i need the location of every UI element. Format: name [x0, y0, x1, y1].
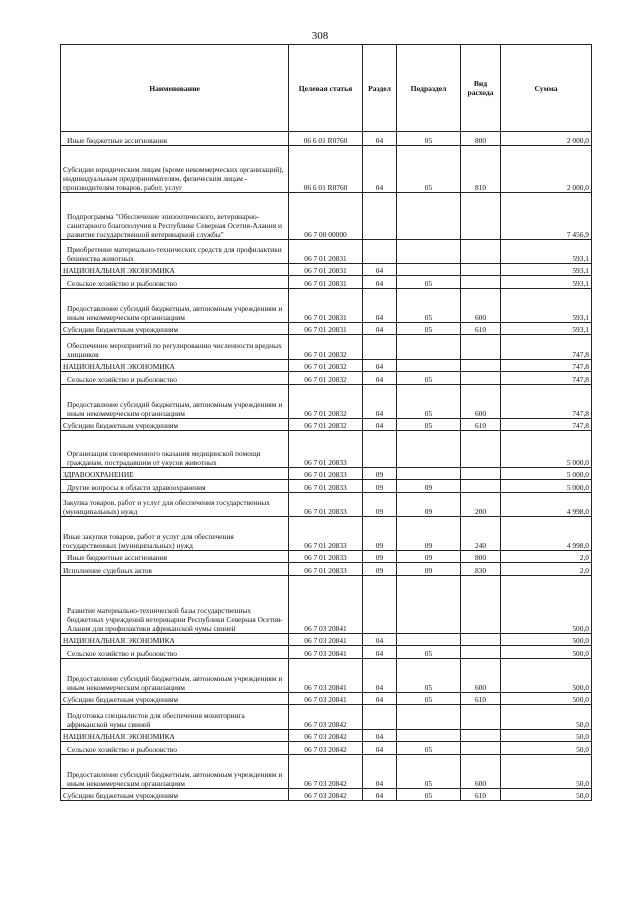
cell-name: ЗДРАВООХРАНЕНИЕ [61, 468, 289, 480]
cell-section: 04 [363, 289, 397, 323]
cell-subsection: 09 [397, 480, 461, 493]
table-row [61, 493, 592, 517]
cell-subsection [397, 193, 461, 240]
table-row [61, 480, 592, 493]
table-row [61, 755, 592, 789]
table-row [61, 468, 592, 480]
cell-section: 04 [363, 276, 397, 289]
table-row [61, 431, 592, 468]
cell-expense-type: 830 [461, 563, 501, 576]
cell-code: 06 7 03 20842 [289, 705, 363, 730]
cell-expense-type [461, 360, 501, 372]
cell-name: Сельское хозяйство и рыболовство [61, 646, 289, 659]
cell-section: 04 [363, 789, 397, 801]
cell-code: 06 6 01 R0760 [289, 146, 363, 193]
cell-name: Другие вопросы в области здравоохранения [61, 480, 289, 493]
cell-expense-type [461, 468, 501, 480]
cell-section: 04 [363, 146, 397, 193]
cell-expense-type [461, 372, 501, 385]
cell-name: Сельское хозяйство и рыболовство [61, 372, 289, 385]
cell-sum: 50,0 [501, 789, 592, 801]
header-sum: Сумма [501, 45, 592, 132]
cell-name: Предоставление субсидий бюджетным, автономным учреждениям и иным некоммерческим организациям [61, 289, 289, 323]
cell-code: 06 7 03 20842 [289, 789, 363, 801]
table-row [61, 193, 592, 240]
cell-sum: 2,0 [501, 551, 592, 563]
cell-expense-type: 600 [461, 755, 501, 789]
table-row [61, 693, 592, 705]
cell-sum: 50,0 [501, 730, 592, 742]
cell-subsection: 05 [397, 385, 461, 419]
table-row [61, 634, 592, 646]
cell-subsection [397, 730, 461, 742]
cell-code: 06 7 01 20833 [289, 551, 363, 563]
cell-subsection [397, 360, 461, 372]
cell-name: Иные закупки товаров, работ и услуг для обеспечения государственных (муниципальных) нужд [61, 517, 289, 551]
cell-code: 06 7 01 20832 [289, 360, 363, 372]
table-row [61, 276, 592, 289]
cell-section [363, 431, 397, 468]
cell-subsection [397, 264, 461, 276]
table-row [61, 551, 592, 563]
cell-section: 09 [363, 563, 397, 576]
cell-expense-type [461, 431, 501, 468]
cell-expense-type: 610 [461, 419, 501, 431]
cell-section: 04 [363, 419, 397, 431]
cell-expense-type [461, 193, 501, 240]
table-row [61, 264, 592, 276]
cell-sum: 593,1 [501, 240, 592, 264]
cell-subsection: 09 [397, 563, 461, 576]
cell-subsection: 09 [397, 551, 461, 563]
table-row [61, 646, 592, 659]
cell-code: 06 7 01 20832 [289, 419, 363, 431]
cell-sum: 4 998,0 [501, 517, 592, 551]
cell-expense-type [461, 264, 501, 276]
cell-subsection: 05 [397, 755, 461, 789]
cell-subsection: 09 [397, 493, 461, 517]
cell-code: 06 7 03 20842 [289, 755, 363, 789]
cell-section [363, 193, 397, 240]
cell-code: 06 7 01 20833 [289, 563, 363, 576]
table-row [61, 289, 592, 323]
cell-subsection: 05 [397, 146, 461, 193]
cell-code: 06 7 01 20833 [289, 517, 363, 551]
cell-section [363, 335, 397, 360]
header-section: Раздел [363, 45, 397, 132]
table-header-row [61, 45, 592, 132]
cell-sum: 747,8 [501, 372, 592, 385]
cell-expense-type [461, 730, 501, 742]
cell-expense-type: 810 [461, 146, 501, 193]
cell-sum: 593,1 [501, 264, 592, 276]
table-row [61, 146, 592, 193]
cell-sum: 593,1 [501, 276, 592, 289]
cell-section: 04 [363, 730, 397, 742]
cell-section: 04 [363, 659, 397, 693]
cell-sum: 500,0 [501, 634, 592, 646]
table-row [61, 240, 592, 264]
cell-sum: 5 000,0 [501, 480, 592, 493]
cell-section: 09 [363, 517, 397, 551]
cell-code: 06 7 01 20832 [289, 385, 363, 419]
cell-section: 04 [363, 323, 397, 335]
cell-name: НАЦИОНАЛЬНАЯ ЭКОНОМИКА [61, 730, 289, 742]
table-row [61, 789, 592, 801]
cell-expense-type: 600 [461, 289, 501, 323]
cell-code: 06 7 01 20831 [289, 240, 363, 264]
cell-name: Организация своевременного оказания медицинской помощи гражданам, пострадавшим от укусов животных [61, 431, 289, 468]
cell-subsection: 05 [397, 659, 461, 693]
table-row [61, 323, 592, 335]
cell-expense-type: 800 [461, 551, 501, 563]
cell-sum: 50,0 [501, 755, 592, 789]
table-row [61, 659, 592, 693]
cell-section: 04 [363, 385, 397, 419]
cell-sum: 2 000,0 [501, 132, 592, 146]
cell-name: Подпрограмма "Обеспечение эпизоотического, ветеринарно-санитарного благополучия в Республике Северная Осетия-Алания и развитие государственной ветеринарной службы" [61, 193, 289, 240]
cell-expense-type [461, 240, 501, 264]
header-subsection: Подраздел [397, 45, 461, 132]
cell-sum: 7 456,9 [501, 193, 592, 240]
cell-code: 06 7 01 20832 [289, 372, 363, 385]
cell-name: Субсидии юридическим лицам (кроме некоммерческих организаций), индивидуальным предпринимателям, физическим лицам - производителям товаров, работ, услуг [61, 146, 289, 193]
cell-subsection: 05 [397, 132, 461, 146]
cell-sum: 50,0 [501, 742, 592, 755]
cell-section: 09 [363, 551, 397, 563]
cell-code: 06 7 01 20833 [289, 480, 363, 493]
cell-expense-type [461, 646, 501, 659]
table-row [61, 730, 592, 742]
cell-subsection [397, 431, 461, 468]
cell-sum: 593,1 [501, 323, 592, 335]
cell-sum: 5 000,0 [501, 468, 592, 480]
cell-sum: 747,8 [501, 385, 592, 419]
cell-code: 06 7 01 20831 [289, 276, 363, 289]
cell-subsection [397, 576, 461, 634]
cell-subsection [397, 335, 461, 360]
cell-sum: 500,0 [501, 693, 592, 705]
cell-subsection: 05 [397, 323, 461, 335]
cell-name: Предоставление субсидий бюджетным, автономным учреждениям и иным некоммерческим организациям [61, 659, 289, 693]
cell-expense-type: 600 [461, 659, 501, 693]
cell-code: 06 7 01 20831 [289, 264, 363, 276]
cell-section: 04 [363, 132, 397, 146]
cell-sum: 2 000,0 [501, 146, 592, 193]
table-row [61, 517, 592, 551]
cell-section: 04 [363, 646, 397, 659]
cell-subsection: 05 [397, 419, 461, 431]
cell-name: Сельское хозяйство и рыболовство [61, 742, 289, 755]
cell-expense-type [461, 742, 501, 755]
cell-subsection [397, 705, 461, 730]
cell-expense-type [461, 480, 501, 493]
cell-code: 06 7 03 20841 [289, 693, 363, 705]
table-row [61, 563, 592, 576]
cell-sum: 593,1 [501, 289, 592, 323]
table-row [61, 576, 592, 634]
cell-name: Субсидии бюджетным учреждениям [61, 323, 289, 335]
cell-expense-type: 610 [461, 693, 501, 705]
cell-sum: 500,0 [501, 646, 592, 659]
cell-code: 06 7 03 20842 [289, 742, 363, 755]
cell-section: 04 [363, 693, 397, 705]
cell-sum: 500,0 [501, 659, 592, 693]
cell-subsection: 05 [397, 372, 461, 385]
cell-code: 06 7 00 00000 [289, 193, 363, 240]
cell-subsection: 05 [397, 646, 461, 659]
cell-name: Развитие материально-технической базы государственных бюджетных учреждений ветеринарии Республики Северная Осетия-Алания для профилактики африканской чумы свиней [61, 576, 289, 634]
cell-subsection: 05 [397, 693, 461, 705]
table-row [61, 132, 592, 146]
cell-subsection: 09 [397, 517, 461, 551]
cell-sum: 747,8 [501, 335, 592, 360]
cell-expense-type: 800 [461, 132, 501, 146]
cell-name: Подготовка специалистов для обеспечения мониторинга африканской чумы свиней [61, 705, 289, 730]
cell-name: Субсидии бюджетным учреждениям [61, 789, 289, 801]
cell-section [363, 240, 397, 264]
cell-section: 04 [363, 755, 397, 789]
cell-sum: 2,0 [501, 563, 592, 576]
cell-section: 09 [363, 493, 397, 517]
table-row [61, 335, 592, 360]
cell-sum: 747,8 [501, 419, 592, 431]
header-name: Наименование [61, 45, 289, 132]
cell-name: Предоставление субсидий бюджетным, автономным учреждениям и иным некоммерческим организациям [61, 755, 289, 789]
cell-section: 04 [363, 372, 397, 385]
cell-code: 06 7 03 20841 [289, 634, 363, 646]
cell-code: 06 7 03 20841 [289, 646, 363, 659]
cell-section: 09 [363, 468, 397, 480]
cell-name: Закупка товаров, работ и услуг для обеспечения государственных (муниципальных) нужд [61, 493, 289, 517]
cell-code: 06 7 01 20831 [289, 289, 363, 323]
cell-sum: 747,8 [501, 360, 592, 372]
cell-code: 06 7 03 20841 [289, 659, 363, 693]
cell-name: НАЦИОНАЛЬНАЯ ЭКОНОМИКА [61, 264, 289, 276]
cell-expense-type [461, 335, 501, 360]
cell-expense-type: 610 [461, 323, 501, 335]
cell-expense-type: 200 [461, 493, 501, 517]
cell-subsection: 05 [397, 742, 461, 755]
cell-code: 06 6 01 R0760 [289, 132, 363, 146]
cell-name: НАЦИОНАЛЬНАЯ ЭКОНОМИКА [61, 634, 289, 646]
page-number: 308 [311, 30, 329, 42]
cell-subsection [397, 634, 461, 646]
cell-expense-type: 240 [461, 517, 501, 551]
cell-section: 04 [363, 634, 397, 646]
table-body [61, 132, 592, 801]
cell-sum: 4 998,0 [501, 493, 592, 517]
cell-name: Предоставление субсидий бюджетным, автономным учреждениям и иным некоммерческим организациям [61, 385, 289, 419]
cell-name: Обеспечение мероприятий по регулированию численности вредных хищников [61, 335, 289, 360]
cell-code: 06 7 03 20842 [289, 730, 363, 742]
cell-section: 04 [363, 742, 397, 755]
cell-code: 06 7 01 20833 [289, 468, 363, 480]
cell-name: Субсидии бюджетным учреждениям [61, 419, 289, 431]
header-code: Целевая статья [289, 45, 363, 132]
header-expense-type: Вид расхода [461, 45, 501, 132]
cell-section: 04 [363, 360, 397, 372]
cell-subsection: 05 [397, 789, 461, 801]
cell-name: Сельское хозяйство и рыболовство [61, 276, 289, 289]
cell-sum: 50,0 [501, 705, 592, 730]
cell-sum: 500,0 [501, 576, 592, 634]
cell-section: 09 [363, 480, 397, 493]
cell-expense-type [461, 576, 501, 634]
cell-expense-type [461, 276, 501, 289]
cell-name: Субсидии бюджетным учреждениям [61, 693, 289, 705]
cell-code: 06 7 01 20831 [289, 323, 363, 335]
cell-section: 04 [363, 264, 397, 276]
cell-expense-type: 600 [461, 385, 501, 419]
cell-expense-type [461, 705, 501, 730]
table-row [61, 360, 592, 372]
cell-expense-type: 610 [461, 789, 501, 801]
cell-name: НАЦИОНАЛЬНАЯ ЭКОНОМИКА [61, 360, 289, 372]
cell-subsection [397, 240, 461, 264]
cell-name: Иные бюджетные ассигнования [61, 132, 289, 146]
cell-section [363, 705, 397, 730]
cell-code: 06 7 01 20833 [289, 493, 363, 517]
cell-sum: 5 000,0 [501, 431, 592, 468]
cell-section [363, 576, 397, 634]
cell-name: Исполнение судебных актов [61, 563, 289, 576]
cell-name: Приобретение материально-технических средств для профилактики бешенства животных [61, 240, 289, 264]
cell-code: 06 7 01 20832 [289, 335, 363, 360]
table-row [61, 419, 592, 431]
cell-code: 06 7 01 20833 [289, 431, 363, 468]
table-row [61, 742, 592, 755]
table-row [61, 705, 592, 730]
cell-expense-type [461, 634, 501, 646]
cell-code: 06 7 03 20841 [289, 576, 363, 634]
cell-subsection: 05 [397, 276, 461, 289]
cell-subsection: 05 [397, 289, 461, 323]
table-row [61, 372, 592, 385]
cell-subsection [397, 468, 461, 480]
table-row [61, 385, 592, 419]
cell-name: Иные бюджетные ассигнования [61, 551, 289, 563]
budget-table [60, 44, 592, 801]
